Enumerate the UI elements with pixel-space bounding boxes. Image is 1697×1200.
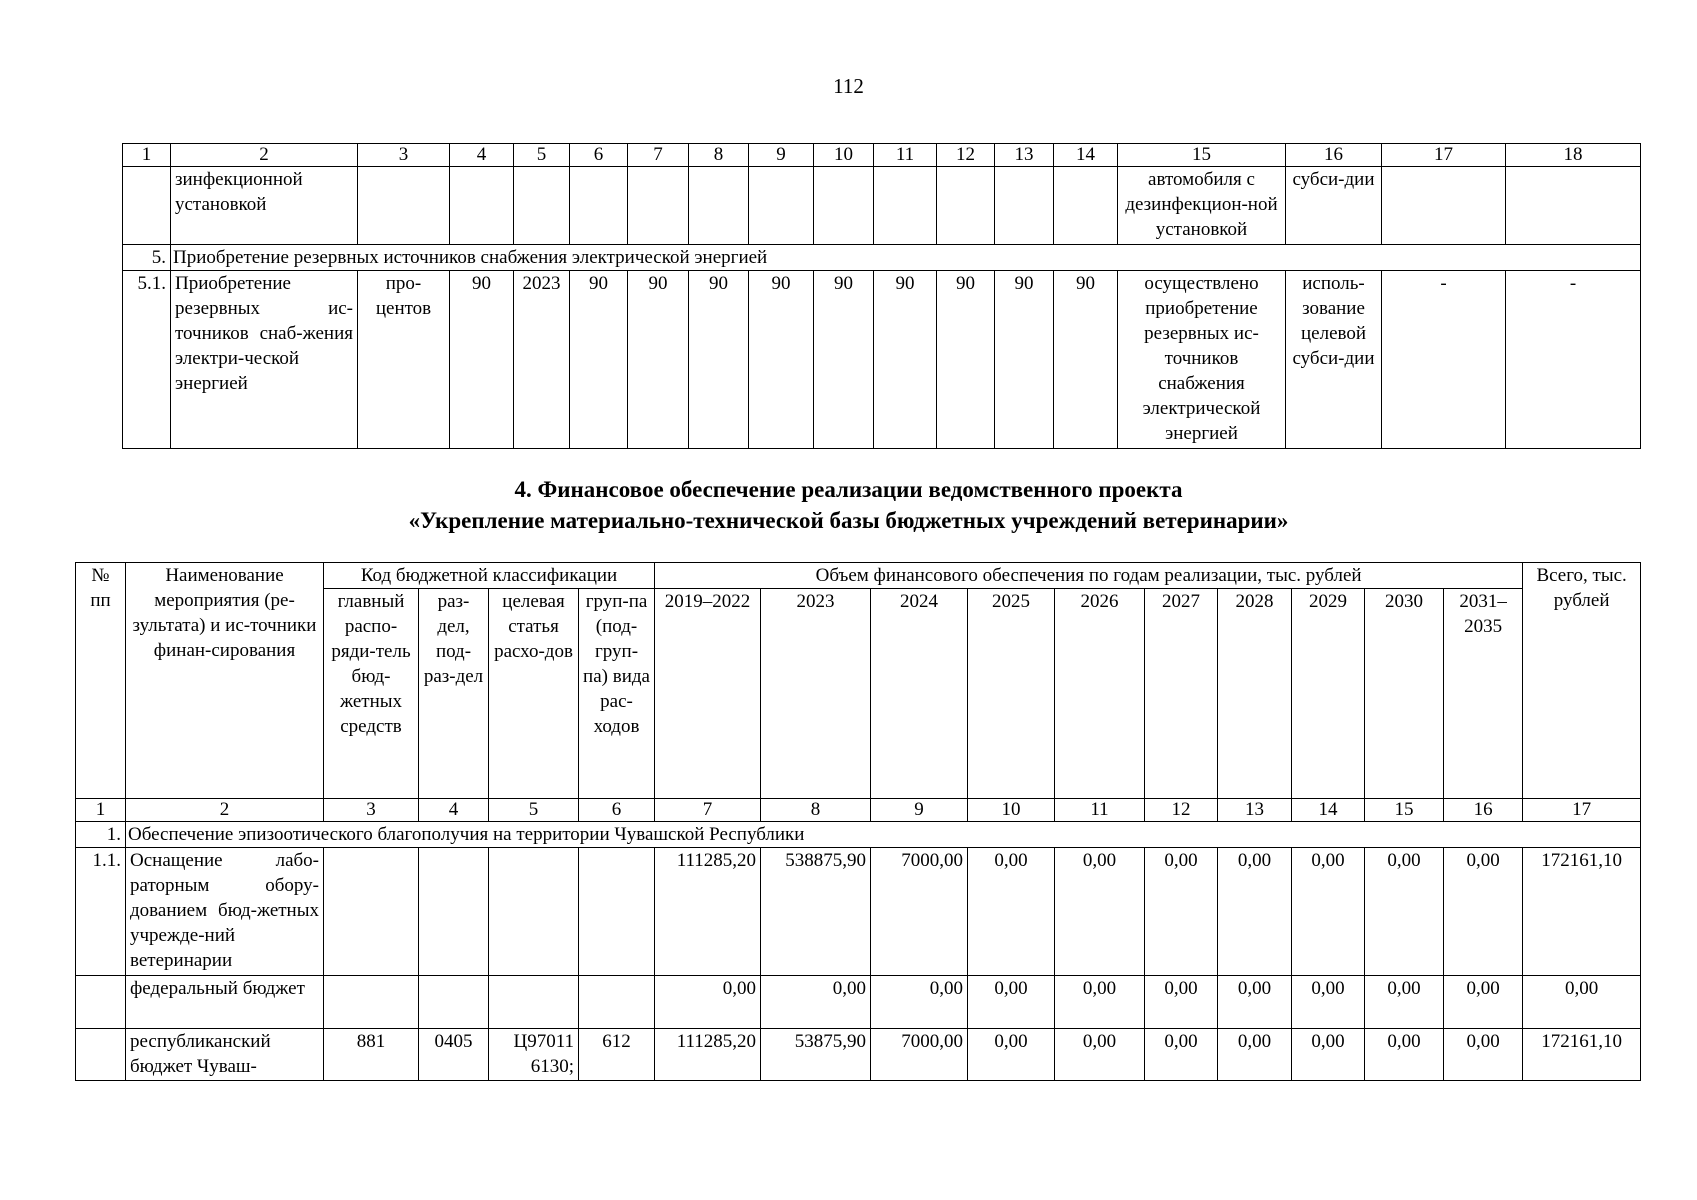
row-name: республиканский бюджет Чуваш- xyxy=(126,1029,324,1081)
amount-cell: 0,00 xyxy=(1523,976,1641,1029)
header-code-group: груп-па (под-груп-па) вида рас-ходов xyxy=(579,589,655,799)
amount-cell: 7000,00 xyxy=(871,848,968,976)
amount-cell: 0,00 xyxy=(1292,848,1365,976)
header-year: 2030 xyxy=(1365,589,1444,799)
amount-cell: 0,00 xyxy=(1055,848,1145,976)
amount-cell: 0,00 xyxy=(1145,976,1218,1029)
header-year: 2023 xyxy=(761,589,871,799)
amount-cell: 0,00 xyxy=(1145,848,1218,976)
header-code-article: целевая статья расхо-дов xyxy=(489,589,579,799)
header-year: 2028 xyxy=(1218,589,1292,799)
column-number: 6 xyxy=(570,144,628,167)
amount-cell: 172161,10 xyxy=(1523,848,1641,976)
header-code-section: раз-дел, под-раз-дел xyxy=(419,589,489,799)
column-number: 11 xyxy=(1055,799,1145,822)
unit-cell: про-центов xyxy=(358,271,450,449)
column-number: 3 xyxy=(324,799,419,822)
column-number: 1 xyxy=(123,144,171,167)
amount-cell: 0,00 xyxy=(1444,1029,1523,1081)
value-cell: 90 xyxy=(937,271,995,449)
section-heading-line1: 4. Финансовое обеспечение реализации ведомственного проекта xyxy=(514,477,1183,502)
code-section: 0405 xyxy=(419,1029,489,1081)
page-number: 112 xyxy=(833,74,864,98)
value-cell: 90 xyxy=(689,271,749,449)
value-cell: 2023 xyxy=(514,271,570,449)
value-cell: 90 xyxy=(874,271,937,449)
column-number: 12 xyxy=(1145,799,1218,822)
amount-cell: 0,00 xyxy=(1218,848,1292,976)
column-number: 7 xyxy=(655,799,761,822)
amount-cell: 111285,20 xyxy=(655,1029,761,1081)
amount-cell: 0,00 xyxy=(1145,1029,1218,1081)
source-cell: субси-дии xyxy=(1286,167,1382,245)
header-year: 2031–2035 xyxy=(1444,589,1523,799)
header-code-manager: главный распо-ряди-тель бюд-жетных средств xyxy=(324,589,419,799)
table-row xyxy=(123,271,1641,449)
column-number: 4 xyxy=(419,799,489,822)
indicators-table xyxy=(122,143,1641,449)
value-cell: 90 xyxy=(995,271,1054,449)
amount-cell: 0,00 xyxy=(1365,976,1444,1029)
source-cell: исполь-зование целевой субси-дии xyxy=(1286,271,1382,449)
result-cell: автомобиля с дезинфекцион-ной установкой xyxy=(1118,167,1286,245)
amount-cell: 0,00 xyxy=(968,848,1055,976)
column-number: 8 xyxy=(761,799,871,822)
header-row xyxy=(76,563,1641,589)
amount-cell: 53875,90 xyxy=(761,1029,871,1081)
row-number: 5.1. xyxy=(123,271,171,449)
header-year: 2019–2022 xyxy=(655,589,761,799)
financing-table xyxy=(75,562,1641,1081)
value-cell: 90 xyxy=(628,271,689,449)
code-group: 612 xyxy=(579,1029,655,1081)
value-cell: - xyxy=(1506,271,1641,449)
column-number: 1 xyxy=(76,799,126,822)
header-year: 2026 xyxy=(1055,589,1145,799)
amount-cell: 0,00 xyxy=(968,976,1055,1029)
column-numbers-row xyxy=(123,144,1641,167)
table-row xyxy=(76,1029,1641,1081)
column-number: 6 xyxy=(579,799,655,822)
row-name: зинфекционной установкой xyxy=(171,167,358,245)
header-year: 2025 xyxy=(968,589,1055,799)
row-name: федеральный бюджет xyxy=(126,976,324,1029)
column-number: 3 xyxy=(358,144,450,167)
column-number: 16 xyxy=(1286,144,1382,167)
header-year: 2024 xyxy=(871,589,968,799)
header-name: Наименование мероприятия (ре-зультата) и ис-точники финан-сирования xyxy=(126,563,324,799)
section-row xyxy=(123,245,1641,271)
column-number: 11 xyxy=(874,144,937,167)
section-number: 5. xyxy=(123,245,171,271)
header-number: № пп xyxy=(76,563,126,799)
column-number: 10 xyxy=(968,799,1055,822)
amount-cell: 7000,00 xyxy=(871,1029,968,1081)
amount-cell: 0,00 xyxy=(1055,976,1145,1029)
section-heading-line2: «Укрепление материально-технической базы бюджетных учреждений ветеринарии» xyxy=(408,508,1289,533)
column-number: 10 xyxy=(814,144,874,167)
column-number: 18 xyxy=(1506,144,1641,167)
value-cell: 90 xyxy=(570,271,628,449)
column-number: 15 xyxy=(1365,799,1444,822)
column-number: 5 xyxy=(514,144,570,167)
header-total: Всего, тыс. рублей xyxy=(1523,563,1641,799)
row-name: Приобретение резервных ис-точников снаб-жения электри-ческой энергией xyxy=(171,271,358,449)
column-number: 17 xyxy=(1523,799,1641,822)
column-number: 2 xyxy=(171,144,358,167)
amount-cell: 172161,10 xyxy=(1523,1029,1641,1081)
value-cell: 90 xyxy=(1054,271,1118,449)
column-number: 9 xyxy=(749,144,814,167)
amount-cell: 0,00 xyxy=(1218,1029,1292,1081)
amount-cell: 0,00 xyxy=(761,976,871,1029)
column-number: 15 xyxy=(1118,144,1286,167)
table-row xyxy=(76,848,1641,976)
amount-cell: 538875,90 xyxy=(761,848,871,976)
header-year: 2029 xyxy=(1292,589,1365,799)
amount-cell: 0,00 xyxy=(655,976,761,1029)
amount-cell: 0,00 xyxy=(1365,848,1444,976)
value-cell: 90 xyxy=(450,271,514,449)
amount-cell: 0,00 xyxy=(1444,976,1523,1029)
amount-cell: 0,00 xyxy=(1292,1029,1365,1081)
code-article: Ц97011 6130; xyxy=(489,1029,579,1081)
result-cell: осуществлено приобретение резервных ис-точников снабжения электрической энергией xyxy=(1118,271,1286,449)
amount-cell: 0,00 xyxy=(1365,1029,1444,1081)
column-number: 16 xyxy=(1444,799,1523,822)
table-row xyxy=(76,976,1641,1029)
column-number: 12 xyxy=(937,144,995,167)
column-numbers-row xyxy=(76,799,1641,822)
column-number: 4 xyxy=(450,144,514,167)
column-number: 13 xyxy=(995,144,1054,167)
value-cell: 90 xyxy=(749,271,814,449)
column-number: 2 xyxy=(126,799,324,822)
amount-cell: 0,00 xyxy=(1292,976,1365,1029)
section-title: Приобретение резервных источников снабжения электрической энергией xyxy=(171,245,1641,271)
column-number: 17 xyxy=(1382,144,1506,167)
amount-cell: 0,00 xyxy=(871,976,968,1029)
column-number: 8 xyxy=(689,144,749,167)
column-number: 9 xyxy=(871,799,968,822)
amount-cell: 0,00 xyxy=(1444,848,1523,976)
amount-cell: 0,00 xyxy=(1055,1029,1145,1081)
column-number: 7 xyxy=(628,144,689,167)
amount-cell: 0,00 xyxy=(1218,976,1292,1029)
column-number: 14 xyxy=(1292,799,1365,822)
amount-cell: 0,00 xyxy=(968,1029,1055,1081)
section-title: Обеспечение эпизоотического благополучия на территории Чувашской Республики xyxy=(126,822,1641,848)
value-cell: 90 xyxy=(814,271,874,449)
header-volume: Объем финансового обеспечения по годам реализации, тыс. рублей xyxy=(655,563,1523,589)
section-row xyxy=(76,822,1641,848)
code-manager: 881 xyxy=(324,1029,419,1081)
section-number: 1. xyxy=(76,822,126,848)
column-number: 5 xyxy=(489,799,579,822)
header-code: Код бюджетной классификации xyxy=(324,563,655,589)
table-row xyxy=(123,167,1641,245)
header-year: 2027 xyxy=(1145,589,1218,799)
row-number: 1.1. xyxy=(76,848,126,976)
row-name: Оснащение лабо-раторным обору-дованием бюд-жетных учрежде-ний ветеринарии xyxy=(126,848,324,976)
column-number: 14 xyxy=(1054,144,1118,167)
amount-cell: 111285,20 xyxy=(655,848,761,976)
column-number: 13 xyxy=(1218,799,1292,822)
value-cell: - xyxy=(1382,271,1506,449)
